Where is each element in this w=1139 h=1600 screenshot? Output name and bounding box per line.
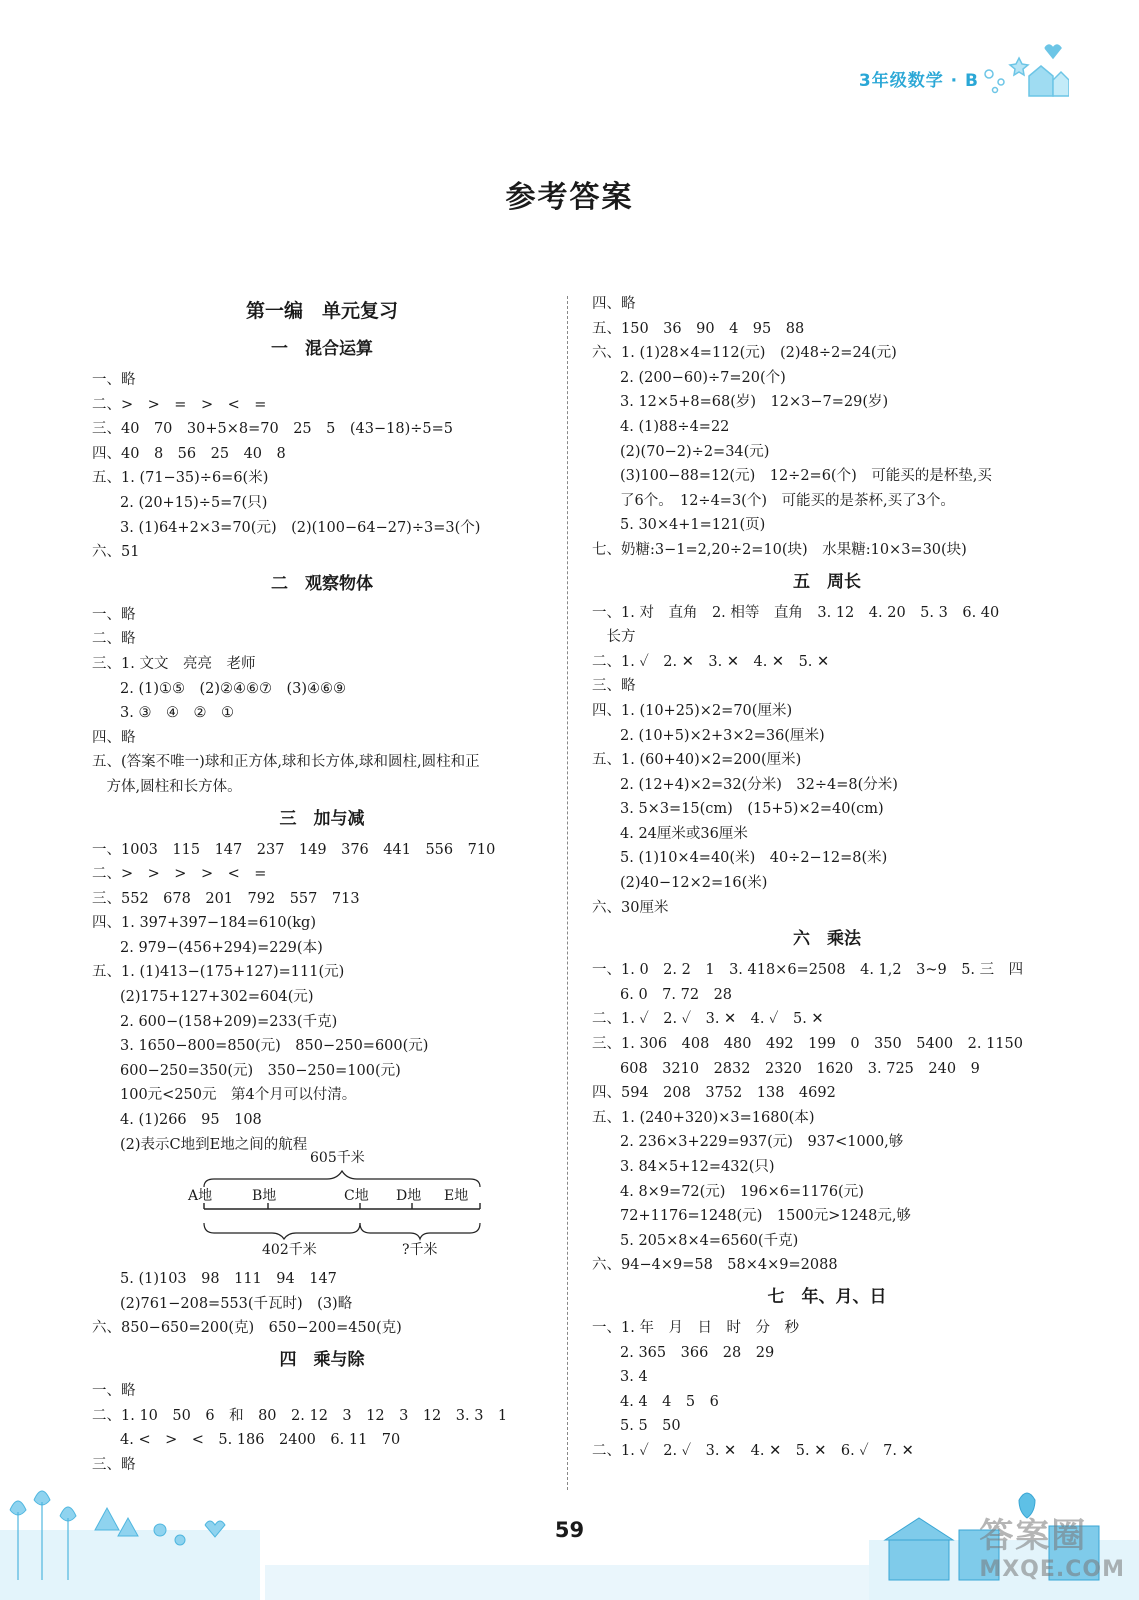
answer-line: 一、1. 0 2. 2 1 3. 418×6=2508 4. 1,2 3~9 5. 三 四 [592, 962, 1024, 979]
answer-line: 一、略 [92, 372, 136, 388]
answer-line: 一、1. 对 直角 2. 相等 直角 3. 12 4. 20 5. 3 6. 40 [592, 604, 1000, 621]
answer-line: 六、51 [92, 544, 140, 561]
answer-line: 六、1. (1)28×4=112(元) (2)48÷2=24(元) [592, 345, 897, 362]
section-heading: 六 乘法 [793, 929, 861, 950]
answer-line: 3. 1650−800=850(元) 850−250=600(元) [120, 1038, 429, 1055]
answer-line: 4. 24厘米或36厘米 [620, 825, 748, 842]
diagram-point-d: D地 [396, 1188, 422, 1205]
answer-line: 二、略 [92, 631, 136, 648]
diagram-bottom-left: 402千米 [262, 1242, 317, 1259]
answer-line: (2)761−208=553(千瓦时) (3)略 [120, 1295, 353, 1312]
diagram-point-b: B地 [252, 1188, 277, 1205]
answer-line: 三、552 678 201 792 557 713 [92, 890, 360, 907]
answer-line: (2)175+127+302=604(元) [120, 989, 314, 1006]
answer-line: 二、> > = > < = [92, 396, 267, 413]
answer-line: 2. (10+5)×2+3×2=36(厘米) [620, 727, 825, 744]
answer-line: 600−250=350(元) 350−250=100(元) [120, 1062, 401, 1079]
answer-line: 一、略 [92, 606, 136, 623]
answer-line: 3. 5×3=15(cm) (15+5)×2=40(cm) [620, 801, 884, 818]
section-heading: 七 年、月、日 [767, 1286, 887, 1307]
answer-line: 3. 84×5+12=432(只) [620, 1159, 775, 1175]
watermark-line2: MXQE.COM [979, 1557, 1125, 1582]
left-column [92, 292, 552, 1477]
answer-line: 二、1. ✓ 2. ✕ 3. ✕ 4. ✕ 5. ✕ [592, 653, 830, 670]
answer-line: 四、1. 397+397−184=610(kg) [92, 915, 316, 932]
answer-line: 三、1. 306 408 480 492 199 0 350 5400 2. 1150 [592, 1036, 1023, 1053]
answer-line: (2)40−12×2=16(米) [620, 875, 768, 892]
answer-line: 二、1. 10 50 6 和 80 2. 12 3 12 3 12 3. 3 1 [92, 1407, 508, 1424]
answer-line: 6. 0 7. 72 28 [620, 986, 733, 1003]
distance-diagram [92, 1150, 552, 1267]
answer-line: 三、略 [92, 1456, 136, 1473]
answer-line: 608 3210 2832 2320 1620 3. 725 240 9 [620, 1060, 980, 1077]
answer-line: 二、1. ✓ 2. ✓ 3. ✕ 4. ✓ 5. ✕ [592, 1011, 824, 1028]
answer-line: 五、150 36 90 4 95 88 [592, 320, 805, 337]
answer-line: 2. (20+15)÷5=7(只) [120, 494, 268, 511]
section-heading: 二 观察物体 [271, 573, 373, 594]
house-decoration-icon [979, 36, 1069, 98]
answer-line: 三、略 [592, 678, 636, 695]
answer-line: 四、40 8 56 25 40 8 [92, 445, 286, 462]
answer-line: 二、1. ✓ 2. ✓ 3. ✕ 4. ✕ 5. ✕ 6. ✓ 7. ✕ [592, 1442, 914, 1459]
page-title: 参考答案 [505, 180, 634, 215]
answer-line: 3. 12×5+8=68(岁) 12×3−7=29(岁) [620, 394, 889, 411]
answer-line: 五、1. (1)413−(175+127)=111(元) [92, 964, 345, 981]
answer-line: 5. (1)10×4=40(米) 40÷2−12=8(米) [620, 850, 888, 867]
diagram-point-e: E地 [444, 1188, 469, 1205]
answer-line: 100元<250元 第4个月可以付清。 [120, 1087, 357, 1104]
section-heading: 一 混合运算 [271, 339, 373, 359]
diagram-top-label: 605千米 [310, 1150, 365, 1167]
answer-line: 一、1003 115 147 237 149 376 441 556 710 [92, 841, 496, 858]
answer-line: 六、94−4×9=58 58×4×9=2088 [592, 1257, 838, 1274]
answer-line: 2. 365 366 28 29 [620, 1344, 775, 1361]
answer-line: 3. (1)64+2×3=70(元) (2)(100−64−27)÷3=3(个) [120, 519, 481, 536]
answer-line: 五、(答案不唯一)球和正方体,球和长方体,球和圆柱,圆柱和正 [92, 754, 480, 771]
page-number: 59 [554, 1518, 585, 1542]
answer-line: 五、1. (240+320)×3=1680(本) [592, 1109, 815, 1126]
answer-line: 六、30厘米 [592, 899, 669, 916]
answer-line: 2. (12+4)×2=32(分米) 32÷4=8(分米) [620, 776, 898, 793]
section-heading: 五 周长 [793, 571, 861, 592]
footer-bar [265, 1565, 875, 1600]
answer-line: 4. (1)88÷4=22 [620, 418, 730, 435]
section-heading: 四 乘与除 [279, 1350, 365, 1370]
right-column [592, 292, 1062, 1464]
answer-line: 七、奶糖:3−1=2,20÷2=10(块) 水果糖:10×3=30(块) [592, 541, 967, 558]
answer-line: 方体,圆柱和长方体。 [92, 778, 242, 795]
answer-line: 4. < > < 5. 186 2400 6. 11 70 [120, 1432, 401, 1449]
answer-line: (2)(70−2)÷2=34(元) [620, 443, 770, 460]
answer-line: (2)表示C地到E地之间的航程 [120, 1136, 308, 1153]
diagram-point-a: A地 [188, 1188, 213, 1205]
answer-line: 三、1. 文文 亮亮 老师 [92, 655, 256, 672]
answer-line: 4. 4 4 5 6 [620, 1393, 719, 1410]
answer-line: 五、1. (71−35)÷6=6(米) [92, 470, 269, 487]
answer-line: 四、594 208 3752 138 4692 [592, 1085, 836, 1102]
answer-line: 2. (1)①⑤ (2)②④⑥⑦ (3)④⑥⑨ [120, 680, 347, 697]
answer-line: 二、> > > > < = [92, 866, 267, 883]
answer-line: 四、1. (10+25)×2=70(厘米) [592, 702, 793, 719]
answer-line: 长方 [592, 629, 636, 646]
answer-line: 2. 600−(158+209)=233(千克) [120, 1013, 338, 1030]
answer-line: 六、850−650=200(克) 650−200=450(克) [92, 1320, 402, 1337]
watermark [979, 1508, 1125, 1582]
answer-line: (3)100−88=12(元) 12÷2=6(个) 可能买的是杯垫,买 [620, 468, 992, 485]
answer-line: 2. (200−60)÷7=20(个) [620, 369, 786, 386]
answer-line: 5. (1)103 98 111 94 147 [120, 1271, 337, 1288]
answer-line: 72+1176=1248(元) 1500元>1248元,够 [620, 1208, 911, 1225]
answer-line: 3. ③ ④ ② ① [120, 705, 234, 722]
diagram-bottom-right: ?千米 [402, 1242, 438, 1259]
answer-line: 5. 30×4+1=121(页) [620, 517, 766, 534]
part-heading: 第一编 单元复习 [245, 300, 398, 322]
answer-line: 5. 5 50 [620, 1418, 681, 1435]
answer-line: 4. 8×9=72(元) 196×6=1176(元) [620, 1183, 864, 1200]
answer-line: 2. 979−(456+294)=229(本) [120, 939, 323, 956]
answer-line: 2. 236×3+229=937(元) 937<1000,够 [620, 1134, 904, 1151]
answer-line: 5. 205×8×4=6560(千克) [620, 1232, 799, 1249]
watermark-line1: 答案圈 [979, 1516, 1088, 1556]
answer-line: 4. (1)266 95 108 [120, 1112, 262, 1129]
answer-line: 四、略 [592, 296, 636, 312]
answer-line: 三、40 70 30+5×8=70 25 5 (43−18)÷5=5 [92, 421, 453, 438]
diagram-point-c: C地 [344, 1188, 369, 1205]
answer-line: 3. 4 [620, 1369, 648, 1386]
answer-line: 五、1. (60+40)×2=200(厘米) [592, 752, 802, 769]
answer-line: 四、略 [92, 729, 136, 746]
answer-line: 一、略 [92, 1383, 136, 1399]
section-heading: 三 加与减 [279, 808, 365, 829]
column-divider [567, 296, 568, 1490]
answer-line: 一、1. 年 月 日 时 分 秒 [592, 1319, 799, 1336]
answer-line: 了6个。 12÷4=3(个) 可能买的是茶杯,买了3个。 [620, 492, 955, 509]
header-title: 3年级数学 · B [858, 71, 979, 91]
